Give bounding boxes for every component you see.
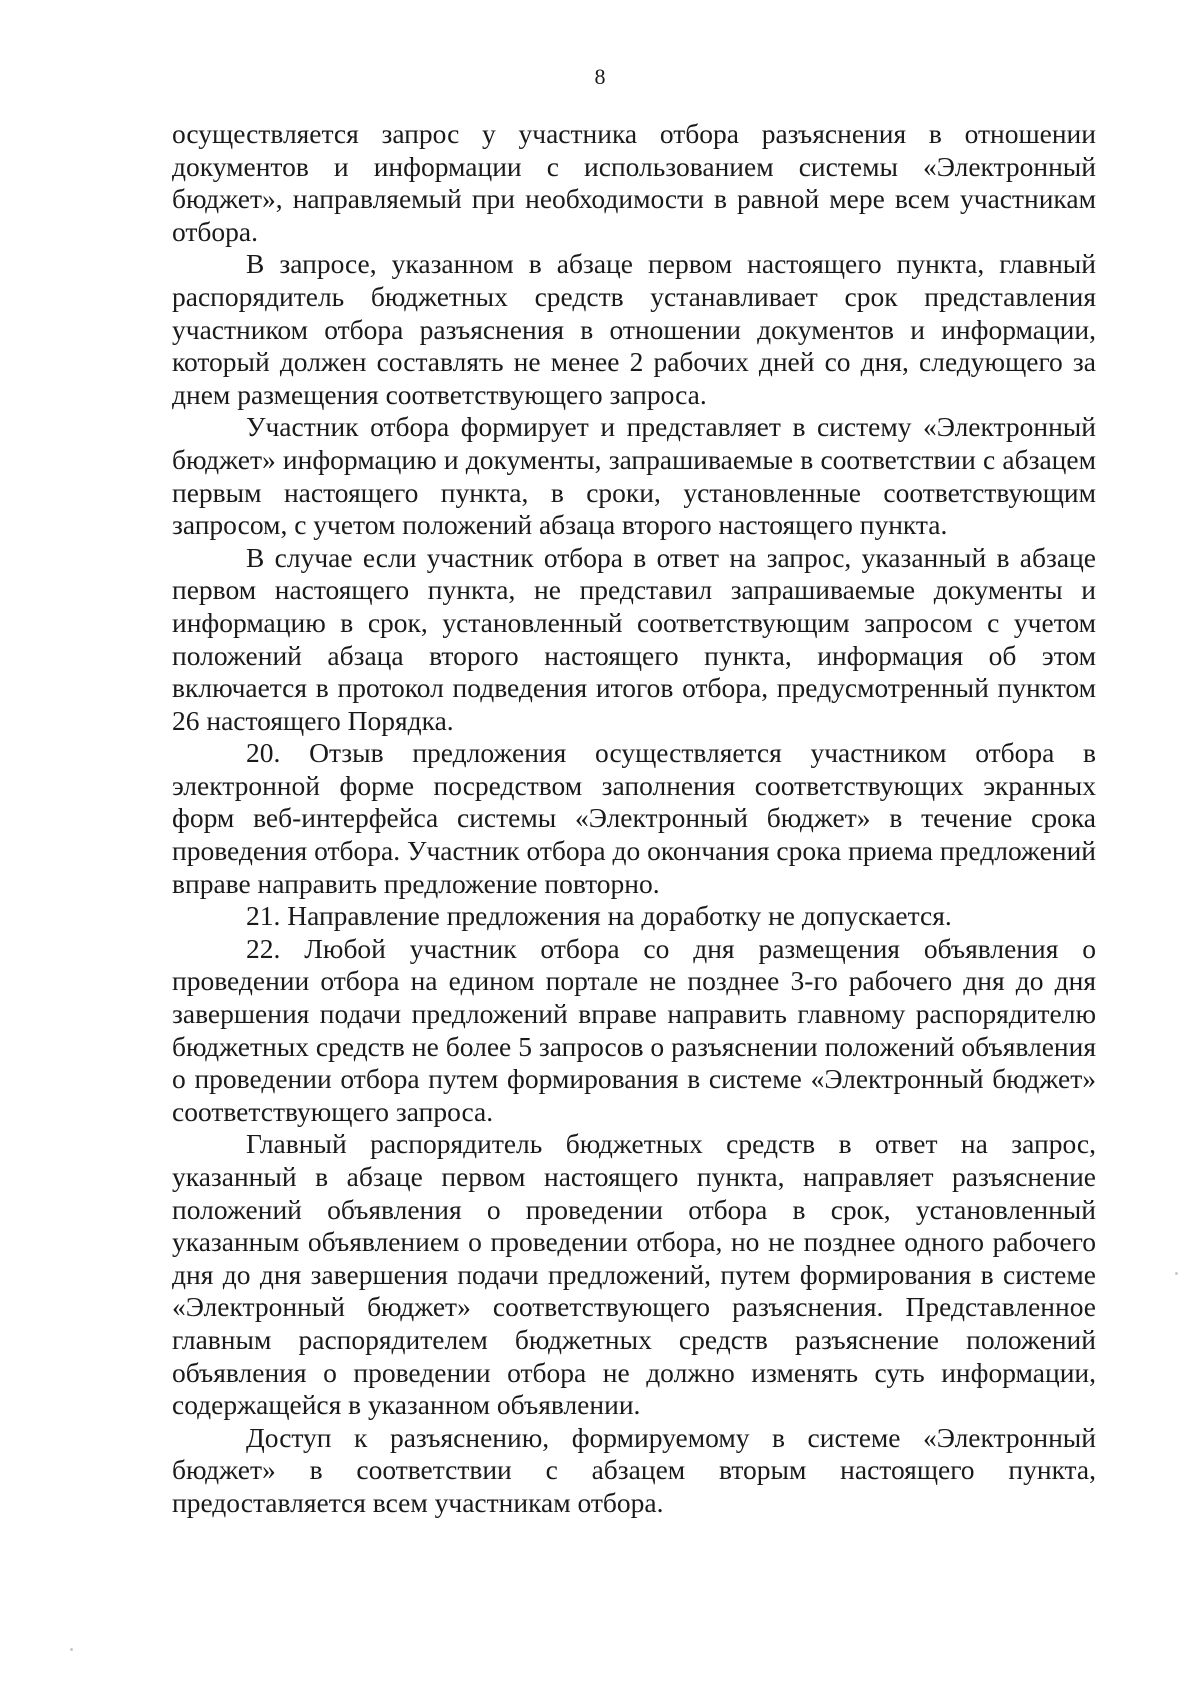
paragraph-item-21: 21. Направление предложения на доработку не допускается. [246,900,952,932]
page-number: 8 [594,64,606,89]
paragraph-item-22: 22. Любой участник отбора со дня размещения объявления о проведении отбора на едином портале не позднее 3-го рабочего дня до дня завершения подачи предложений вправе направить главному распорядителю бюджетных средств не более 5 запросов о разъяснении положений объявления о проведении отбора путем формирования в системе «Электронный бюджет» соответствующего запроса. [172,932,1096,1127]
paragraph-clarification-response: Главный распорядитель бюджетных средств в ответ на запрос, указанный в абзаце первом настоящего пункта, направляет разъяснение положений объявления о проведении отбора в срок, установленный указанным объявлением о проведении отбора, но не позднее одного рабочего дня до дня завершения подачи предложений, путем формирования в системе «Электронный бюджет» соответствующего разъяснения. Представленное главным распорядителем бюджетных средств разъяснение положений объявления о проведении отбора не должно изменять суть информации, содержащейся в указанном объявлении. [172,1128,1096,1421]
paragraph-item-20: 20. Отзыв предложения осуществляется участником отбора в электронной форме посредством заполнения соответствующих экранных форм веб-интерфейса системы «Электронный бюджет» в течение срока проведения отбора. Участник отбора до окончания срока приема предложений вправе направить предложение повторно. [172,737,1096,899]
paragraph-participant-submission: Участник отбора формирует и представляет в систему «Электронный бюджет» информацию и документы, запрашиваемые в соответствии с абзацем первым настоящего пункта, в сроки, установленные соответствующим запросом, с учетом положений абзаца второго настоящего пункта. [172,411,1096,541]
scan-speck [70,1648,73,1651]
scan-speck [1175,1272,1178,1275]
paragraph-request-deadline: В запросе, указанном в абзаце первом настоящего пункта, главный распорядитель бюджетных средств устанавливает срок представления участником отбора разъяснения в отношении документов и информации, который должен составлять не менее 2 рабочих дней со дня, следующего за днем размещения соответствующего запроса. [172,248,1096,410]
paragraph-clarification-access: Доступ к разъяснению, формируемому в системе «Электронный бюджет» в соответствии с абзацем вторым настоящего пункта, предоставляется всем участникам отбора. [172,1421,1096,1518]
document-body [172,118,1096,1520]
paragraph-non-submission: В случае если участник отбора в ответ на запрос, указанный в абзаце первом настоящего пункта, не представил запрашиваемые документы и информацию в срок, установленный соответствующим запросом с учетом положений абзаца второго настоящего пункта, информация об этом включается в протокол подведения итогов отбора, предусмотренный пунктом 26 настоящего Порядка. [172,541,1096,736]
paragraph-continuation: осуществляется запрос у участника отбора разъяснения в отношении документов и информации с использованием системы «Электронный бюджет», направляемый при необходимости в равной мере всем участникам отбора. [172,118,1096,247]
